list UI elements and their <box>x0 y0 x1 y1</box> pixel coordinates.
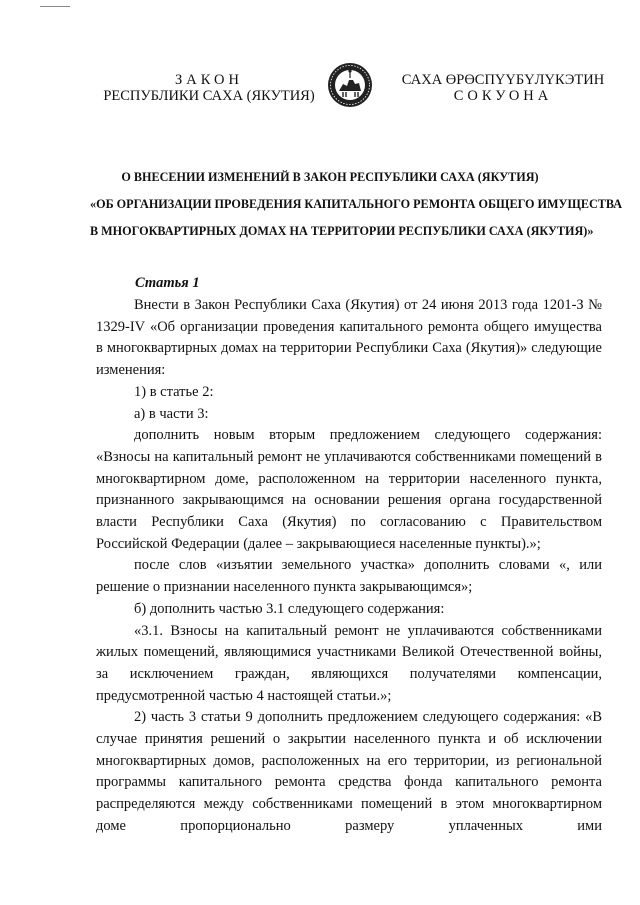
paragraph-7: «3.1. Взносы на капитальный ремонт не уплачиваются собственниками жилых помещений, являющимися участниками Великой Отечественной войны, за исключением граждан, являющихся получателями компенсации, предусмотренной частью 4 настоящей статьи.»; <box>96 622 602 704</box>
header-left-title: ЗАКОН <box>175 72 243 88</box>
document-title <box>90 164 623 245</box>
paragraph-3: а) в части 3: <box>134 405 209 422</box>
paragraph-6: б) дополнить частью 3.1 следующего содержания: <box>134 600 445 617</box>
header-right-block <box>380 72 626 104</box>
paragraph-5: после слов «изъятии земельного участка» дополнить словами «, или решение о признании населенного пункта закрывающимся»; <box>96 557 602 596</box>
paragraph-4: дополнить новым вторым предложением следующего содержания: «Взносы на капитальный ремонт не уплачиваются собственниками помещений в многоквартирном доме, расположенном на территории населенного пункта, признанного закрывающимся на основании решения органа государственной власти Республики Саха (Якутия) по согласованию с Правительством Российской Федерации (далее – закрывающиеся населенные пункты).»; <box>96 427 602 552</box>
title-line-2: «ОБ ОРГАНИЗАЦИИ ПРОВЕДЕНИЯ КАПИТАЛЬНОГО РЕМОНТА ОБЩЕГО ИМУЩЕСТВА <box>90 197 623 211</box>
document-header <box>0 62 640 132</box>
header-right-subtitle: СОКУОНА <box>453 88 553 104</box>
paragraph-8: 2) часть 3 статьи 9 дополнить предложением следующего содержания: «В случае принятия решений о закрытии населенного пункта и об исключении многоквартирных домов, расположенных на его территории, из региональной программы капитального ремонта средства фонда капитального ремонта распределяются между собственниками помещений в этом многоквартирном доме пропорционально размеру уплаченных ими <box>96 709 602 834</box>
paragraph-1: Внести в Закон Республики Саха (Якутия) от 24 июня 2013 года 1201-З № 1329-IV «Об организации проведения капитального ремонта общего имущества в многоквартирных домах на территории Республики Саха (Якутия)» следующие изменения: <box>96 297 602 379</box>
document-body <box>96 295 602 838</box>
coat-of-arms-emblem-icon <box>327 62 373 108</box>
paragraph-2: 1) в статье 2: <box>134 383 214 400</box>
title-line-3: В МНОГОКВАРТИРНЫХ ДОМАХ НА ТЕРРИТОРИИ РЕСПУБЛИКИ САХА (ЯКУТИЯ)» <box>90 224 594 238</box>
article-heading: Статья 1 <box>135 275 200 291</box>
header-right-title: САХА ӨРӨСПҮҮБҮЛҮКЭТИН <box>401 72 605 88</box>
header-left-subtitle: РЕСПУБЛИКИ САХА (ЯКУТИЯ) <box>103 88 315 104</box>
header-left-block <box>96 72 322 104</box>
scan-artifact-line <box>40 6 70 7</box>
title-line-1: О ВНЕСЕНИИ ИЗМЕНЕНИЙ В ЗАКОН РЕСПУБЛИКИ САХА (ЯКУТИЯ) <box>121 170 539 184</box>
